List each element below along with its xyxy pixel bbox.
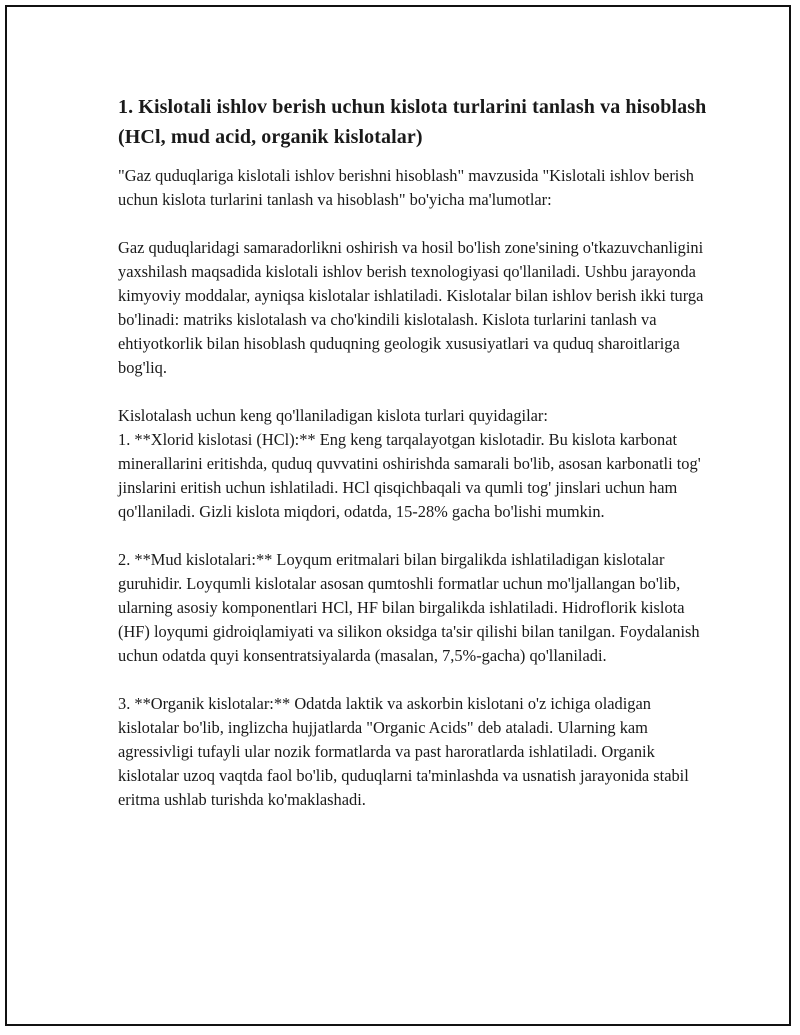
document-body: [118, 92, 708, 836]
hcl-paragraph: Kislotalash uchun keng qo'llaniladigan kislota turlari quyidagilar: 1. **Xlorid kislotasi (HCl):** Eng keng tarqalayotgan kislotadir. Bu kislota karbonat minerallarini eritishda, quduq quvvatini oshirishda samarali bo'lib, asosan karbonatli tog' jinslarini eritish uchun ishlatiladi. HCl qisqichbaqali va qumli tog' jinslari uchun ham qo'llaniladi. Gizli kislota miqdori, odatda, 15-28% gacha bo'lishi mumkin.: [118, 406, 701, 521]
document-title: 1. Kislotali ishlov berish uchun kislota turlarini tanlash va hisoblash (HCl, mud acid, organik kislotalar): [118, 96, 707, 148]
overview-paragraph: Gaz quduqlaridagi samaradorlikni oshirish va hosil bo'lish zone'sining o'tkazuvchanligini yaxshilash maqsadida kislotali ishlov berish texnologiyasi qo'llaniladi. Ushbu jarayonda kimyoviy moddalar, ayniqsa kislotalar ishlatiladi. Kislotalar bilan ishlov berish ikki turga bo'linadi: matriks kislotalash va cho'kindili kislotalash. Kislota turlarini tanlash va ehtiyotkorlik bilan hisoblash quduqning geologik xususiyatlari va quduq sharoitlariga bog'liq.: [118, 238, 704, 377]
organic-acids-paragraph: 3. **Organik kislotalar:** Odatda laktik va askorbin kislotani o'z ichiga oladigan kislotalar bo'lib, inglizcha hujjatlarda "Organic Acids" deb ataladi. Ularning kam agressivligi tufayli ular nozik formatlarda va past haroratlarda ishlatiladi. Organik kislotalar uzoq vaqtda faol bo'lib, quduqlarni ta'minlashda va usnatish jarayonida stabil eritma ushlab turishda ko'maklashadi.: [118, 694, 689, 809]
mud-acid-paragraph: 2. **Mud kislotalari:** Loyqum eritmalari bilan birgalikda ishlatiladigan kislotalar guruhidir. Loyqumli kislotalar asosan qumtoshli formatlar uchun mo'ljallangan bo'lib, ularning asosiy komponentlari HCl, HF bilan birgalikda ishlatiladi. Hidroflorik kislota (HF) loyqumi gidroiqlamiyati va silikon oksidga ta'sir qilishi bilan tanilgan. Foydalanish uchun odatda quyi konsentratsiyalarda (masalan, 7,5%-gacha) qo'llaniladi.: [118, 550, 700, 665]
intro-paragraph: "Gaz quduqlariga kislotali ishlov berishni hisoblash" mavzusida "Kislotali ishlov berish uchun kislota turlarini tanlash va hisoblash" bo'yicha ma'lumotlar:: [118, 166, 694, 209]
